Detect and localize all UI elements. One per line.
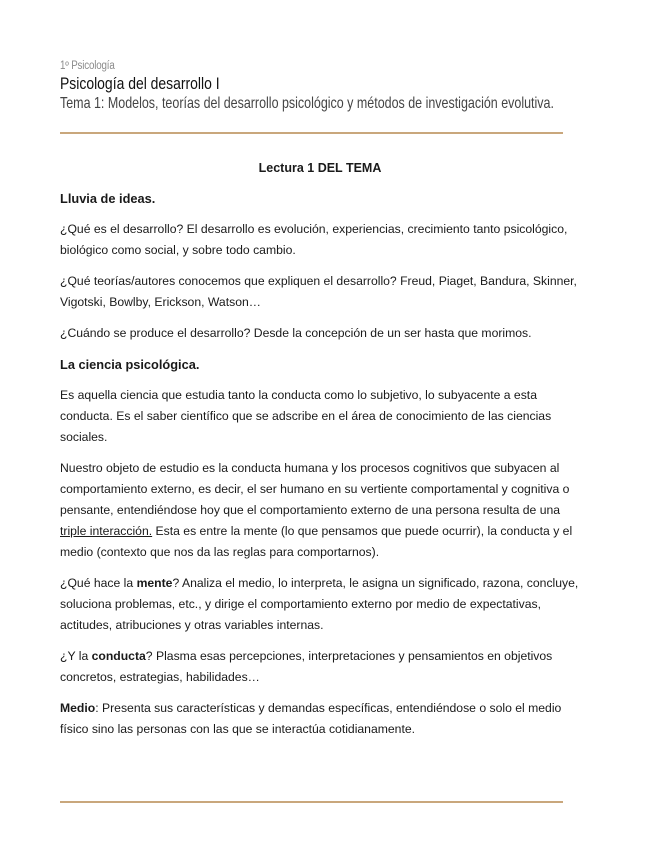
paragraph [60,458,580,563]
text-run: : Presenta sus características y demandas específicas, entendiéndose o solo el medio físico sino las personas con las que se interactúa cotidianamente. [60,701,562,736]
document-header [60,60,580,113]
document-body [60,158,580,750]
subject-title: Psicología del desarrollo I [60,74,220,93]
footer-divider [60,801,563,803]
paragraph [60,646,580,688]
text-run: ? Plasma esas percepciones, interpretaciones y pensamientos en objetivos concretos, estrategias, habilidades… [60,649,553,684]
bold-term: Medio [60,701,96,715]
section-heading-science: La ciencia psicológica. [60,357,200,372]
topic-title: Tema 1: Modelos, teorías del desarrollo psicológico y métodos de investigación evolutiva. [60,95,554,112]
paragraph: ¿Qué teorías/autores conocemos que expliquen el desarrollo? Freud, Piaget, Bandura, Skinner, Vigotski, Bowlby, Erickson, Watson… [60,274,577,309]
text-run: ¿Y la [60,649,92,663]
paragraph: Es aquella ciencia que estudia tanto la conducta como lo subjetivo, lo subyacente a esta conducta. Es el saber científico que se adscribe en el área de conocimiento de las ciencias sociales. [60,388,552,444]
text-run: ¿Qué hace la [60,576,137,590]
paragraph [60,573,580,636]
triple-interaction-link[interactable]: triple interacción. [60,524,153,538]
paragraph [60,698,580,740]
paragraph: ¿Qué es el desarrollo? El desarrollo es evolución, experiencias, crecimiento tanto psicológico, biológico como social, y sobre todo cambio. [60,222,568,257]
text-run: Nuestro objeto de estudio es la conducta humana y los procesos cognitivos que subyacen al comportamiento externo, es decir, el ser humano en su vertiente comportamental y cognitiva o pensante, entendiéndose hoy que el comportamiento externo de una persona resulta de una [60,461,570,517]
text-run: ? Analiza el medio, lo interpreta, le asigna un significado, razona, concluye, soluciona problemas, etc., y dirige el comportamiento externo por medio de expectativas, actitudes, atribuciones y otras variables internas. [60,576,579,632]
paragraph: ¿Cuándo se produce el desarrollo? Desde la concepción de un ser hasta que morimos. [60,326,532,340]
text-run: Esta es entre la mente (lo que pensamos que puede ocurrir), la conducta y el medio (contexto que nos da las reglas para comportarnos). [60,524,573,559]
bold-term: conducta [91,649,146,663]
section-heading-brainstorm: Lluvia de ideas. [60,191,156,206]
course-label: 1º Psicología [60,60,115,72]
bold-term: mente [136,576,173,590]
header-divider [60,132,563,134]
lecture-title: Lectura 1 DEL TEMA [258,161,382,175]
